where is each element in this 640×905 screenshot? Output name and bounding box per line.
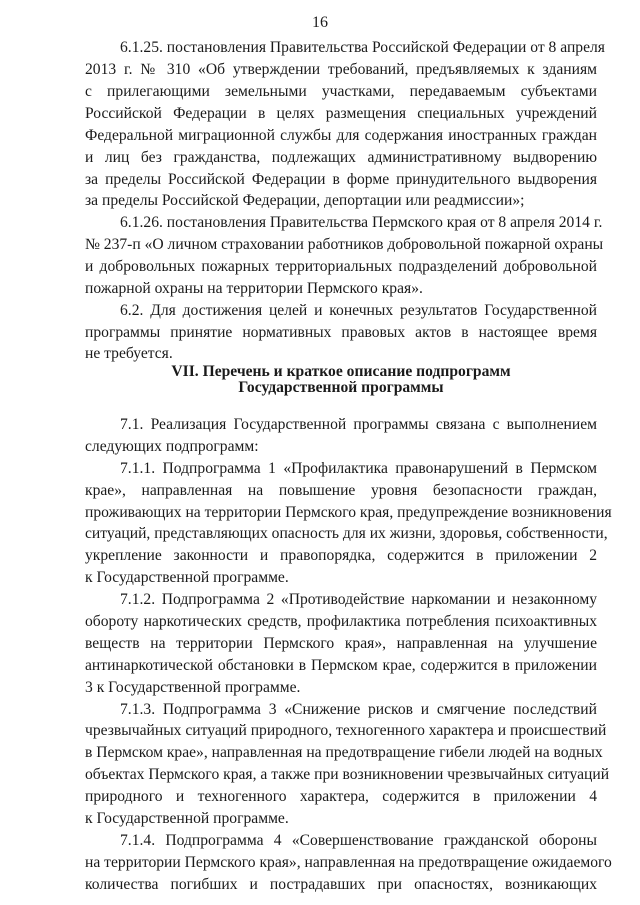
text-line: за пределы Российской Федерации в форме принудительного выдворения	[85, 171, 597, 188]
text-line: ситуаций, представляющих опасность для их жизни, здоровья, собственности,	[85, 525, 608, 542]
text-line: и добровольных пожарных территориальных подразделений добровольной	[85, 258, 597, 275]
text-line: 7.1.4. Подпрограмма 4 «Совершенствование гражданской обороны	[120, 832, 597, 849]
text-line: объектах Пермского края, а также при возникновении чрезвычайных ситуаций	[85, 766, 610, 783]
section-heading: Государственной программы	[238, 379, 444, 396]
text-line: природного и техногенного характера, содержится в приложении 4	[85, 788, 597, 805]
text-line: № 237-п «О личном страховании работников добровольной пожарной охраны	[85, 236, 604, 253]
page-number: 16	[312, 14, 328, 31]
text-line: в Пермском крае», направленная на предотвращение гибели людей на водных	[85, 744, 603, 761]
text-line: антинаркотической обстановки в Пермском крае, содержится в приложении	[85, 657, 597, 674]
text-line: 7.1. Реализация Государственной программы связана с выполнением	[120, 416, 597, 433]
text-line: на территории Пермского края», направленная на предотвращение ожидаемого	[85, 854, 612, 871]
text-line: Федеральной миграционной службы для содержания иностранных граждан	[85, 127, 597, 144]
text-line: 6.2. Для достижения целей и конечных результатов Государственной	[120, 302, 597, 319]
text-line: 6.1.25. постановления Правительства Российской Федерации от 8 апреля	[120, 39, 605, 56]
text-line: количества погибших и пострадавших при опасностях, возникающих	[85, 876, 597, 893]
text-line: 7.1.3. Подпрограмма 3 «Снижение рисков и смягчение последствий	[120, 701, 597, 718]
text-line: крае», направленная на повышение уровня безопасности граждан,	[85, 482, 597, 499]
text-line: проживающих на территории Пермского края, предупреждение возникновения	[85, 504, 612, 521]
section-heading: VII. Перечень и краткое описание подпрограмм	[171, 363, 511, 380]
text-line: с прилегающими земельными участками, передаваемым субъектами	[85, 83, 597, 100]
text-line: пожарной охраны на территории Пермского края».	[85, 280, 423, 297]
text-line: к Государственной программе.	[85, 810, 289, 827]
text-line: и лиц без гражданства, подлежащих административному выдворению	[85, 149, 597, 166]
text-line: веществ на территории Пермского края», направленная на улучшение	[85, 635, 597, 652]
text-line: 2013 г. № 310 «Об утверждении требований, предъявляемых к зданиям	[85, 61, 597, 78]
text-line: 7.1.1. Подпрограмма 1 «Профилактика правонарушений в Пермском	[120, 460, 597, 477]
text-line: 6.1.26. постановления Правительства Пермского края от 8 апреля 2014 г.	[120, 214, 603, 231]
text-line: 3 к Государственной программе.	[85, 679, 301, 696]
text-line: 7.1.2. Подпрограмма 2 «Противодействие наркомании и незаконному	[120, 591, 597, 608]
text-line: к Государственной программе.	[85, 569, 289, 586]
text-line: программы принятие нормативных правовых актов в настоящее время	[85, 324, 597, 341]
text-line: обороту наркотических средств, профилактика потребления психоактивных	[85, 613, 597, 630]
text-line: за пределы Российской Федерации, депортации или реадмиссии»;	[85, 192, 525, 209]
text-line: чрезвычайных ситуаций природного, техногенного характера и происшествий	[85, 722, 607, 739]
text-line: не требуется.	[85, 345, 173, 362]
text-line: Российской Федерации в целях размещения специальных учреждений	[85, 105, 597, 122]
text-line: укрепление законности и правопорядка, содержится в приложении 2	[85, 547, 597, 564]
text-line: следующих подпрограмм:	[85, 438, 259, 455]
